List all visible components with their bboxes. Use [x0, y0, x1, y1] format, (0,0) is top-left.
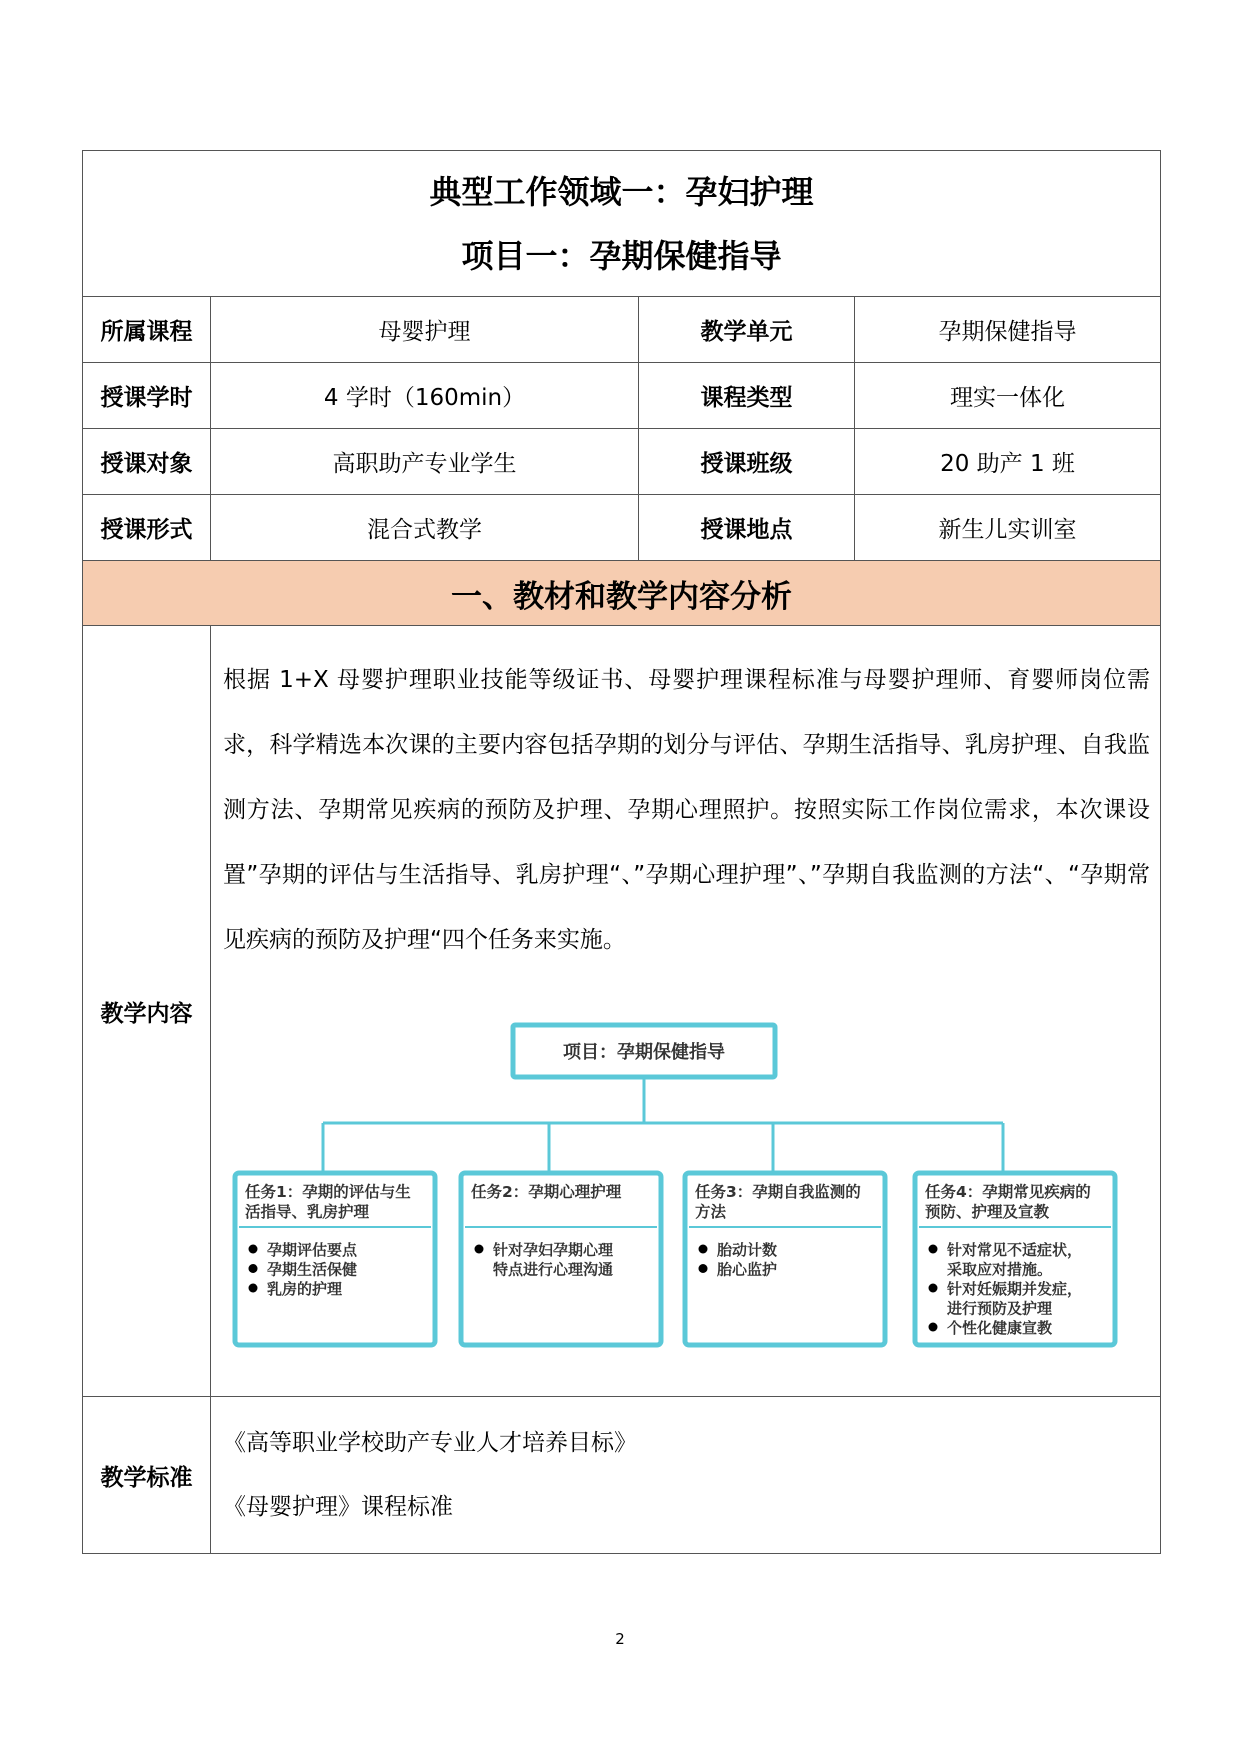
- info-value: 理实一体化: [855, 363, 1161, 429]
- title-cell: [83, 151, 1161, 297]
- teaching-content-paragraph: 根据 1+X 母婴护理职业技能等级证书、母婴护理课程标准与母婴护理师、育婴师岗位需求，科学精选本次课的主要内容包括孕期的划分与评估、孕期生活指导、乳房护理、自我监测方法、孕期常见疾病的预防及护理、孕期心理照护。按照实际工作岗位需求，本次课设置”孕期的评估与生活指导、乳房护理“、”孕期心理护理”、”孕期自我监测的方法“、“孕期常见疾病的预防及护理“四个任务来实施。: [223, 667, 1151, 953]
- info-label: 授课班级: [639, 429, 855, 495]
- task-title: 任务2：孕期心理护理: [471, 1183, 622, 1201]
- task-item: 胎动计数: [717, 1241, 778, 1259]
- task-item: 特点进行心理沟通: [493, 1260, 614, 1279]
- bullet-dot: [929, 1284, 938, 1293]
- bullet-dot: [475, 1245, 484, 1254]
- info-label: 授课形式: [83, 495, 211, 561]
- bullet-dot: [699, 1264, 708, 1273]
- info-value: 4 学时（160min）: [211, 363, 639, 429]
- section-heading: 一、教材和教学内容分析: [83, 561, 1161, 626]
- lesson-plan-sheet: [82, 150, 1160, 1554]
- info-row: [83, 429, 1161, 495]
- task-title: 任务3：孕期自我监测的: [695, 1183, 861, 1201]
- teaching-standard-label: 教学标准: [83, 1397, 211, 1554]
- task-title: 任务4：孕期常见疾病的: [925, 1183, 1091, 1201]
- task-item: 个性化健康宣教: [947, 1319, 1053, 1337]
- task-item: 胎心监护: [717, 1260, 778, 1279]
- info-value: 新生儿实训室: [855, 495, 1161, 561]
- info-value: 孕期保健指导: [855, 297, 1161, 363]
- task-title: 活指导、乳房护理: [245, 1203, 370, 1221]
- info-label: 教学单元: [639, 297, 855, 363]
- bullet-dot: [249, 1284, 258, 1293]
- task-item: 采取应对措施。: [947, 1260, 1053, 1279]
- info-label: 课程类型: [639, 363, 855, 429]
- info-row: [83, 495, 1161, 561]
- task-title: 预防、护理及宣教: [925, 1203, 1050, 1221]
- task-item: 孕期评估要点: [267, 1241, 358, 1259]
- project-title: 项目一：孕期保健指导: [461, 236, 782, 275]
- task-item: 乳房的护理: [267, 1280, 343, 1298]
- teaching-content-cell: [211, 626, 1161, 1397]
- info-value: 20 助产 1 班: [855, 429, 1161, 495]
- task-item: 孕期生活保健: [267, 1260, 358, 1279]
- standard-line: 《母婴护理》课程标准: [223, 1494, 453, 1520]
- bullet-dot: [929, 1323, 938, 1332]
- root-label: 项目：孕期保健指导: [563, 1042, 725, 1063]
- domain-title: 典型工作领域一：孕妇护理: [429, 172, 814, 211]
- bullet-dot: [699, 1245, 708, 1254]
- task-item: 进行预防及护理: [947, 1299, 1053, 1318]
- task-title: 任务1：孕期的评估与生: [245, 1183, 411, 1201]
- page-number: 2: [615, 1630, 625, 1648]
- info-label: 授课地点: [639, 495, 855, 561]
- task-item: 针对常见不适症状，: [947, 1241, 1083, 1259]
- task-title: 方法: [695, 1203, 727, 1221]
- teaching-content-label: 教学内容: [83, 626, 211, 1397]
- task-item: 针对妊娠期并发症，: [947, 1280, 1083, 1298]
- info-value: 混合式教学: [211, 495, 639, 561]
- info-label: 授课学时: [83, 363, 211, 429]
- teaching-standard-cell: [211, 1397, 1161, 1554]
- info-label: 授课对象: [83, 429, 211, 495]
- info-value: 高职助产专业学生: [211, 429, 639, 495]
- task-item: 针对孕妇孕期心理: [493, 1241, 614, 1259]
- info-value: 母婴护理: [211, 297, 639, 363]
- task-diagram: [223, 1021, 1150, 1396]
- info-row: [83, 363, 1161, 429]
- lesson-plan-table: [82, 150, 1161, 1554]
- standard-line: 《高等职业学校助产专业人才培养目标》: [223, 1430, 637, 1456]
- bullet-dot: [929, 1245, 938, 1254]
- bullet-dot: [249, 1245, 258, 1254]
- task-diagram-svg: [223, 1021, 1153, 1396]
- info-row: [83, 297, 1161, 363]
- bullet-dot: [249, 1264, 258, 1273]
- info-label: 所属课程: [83, 297, 211, 363]
